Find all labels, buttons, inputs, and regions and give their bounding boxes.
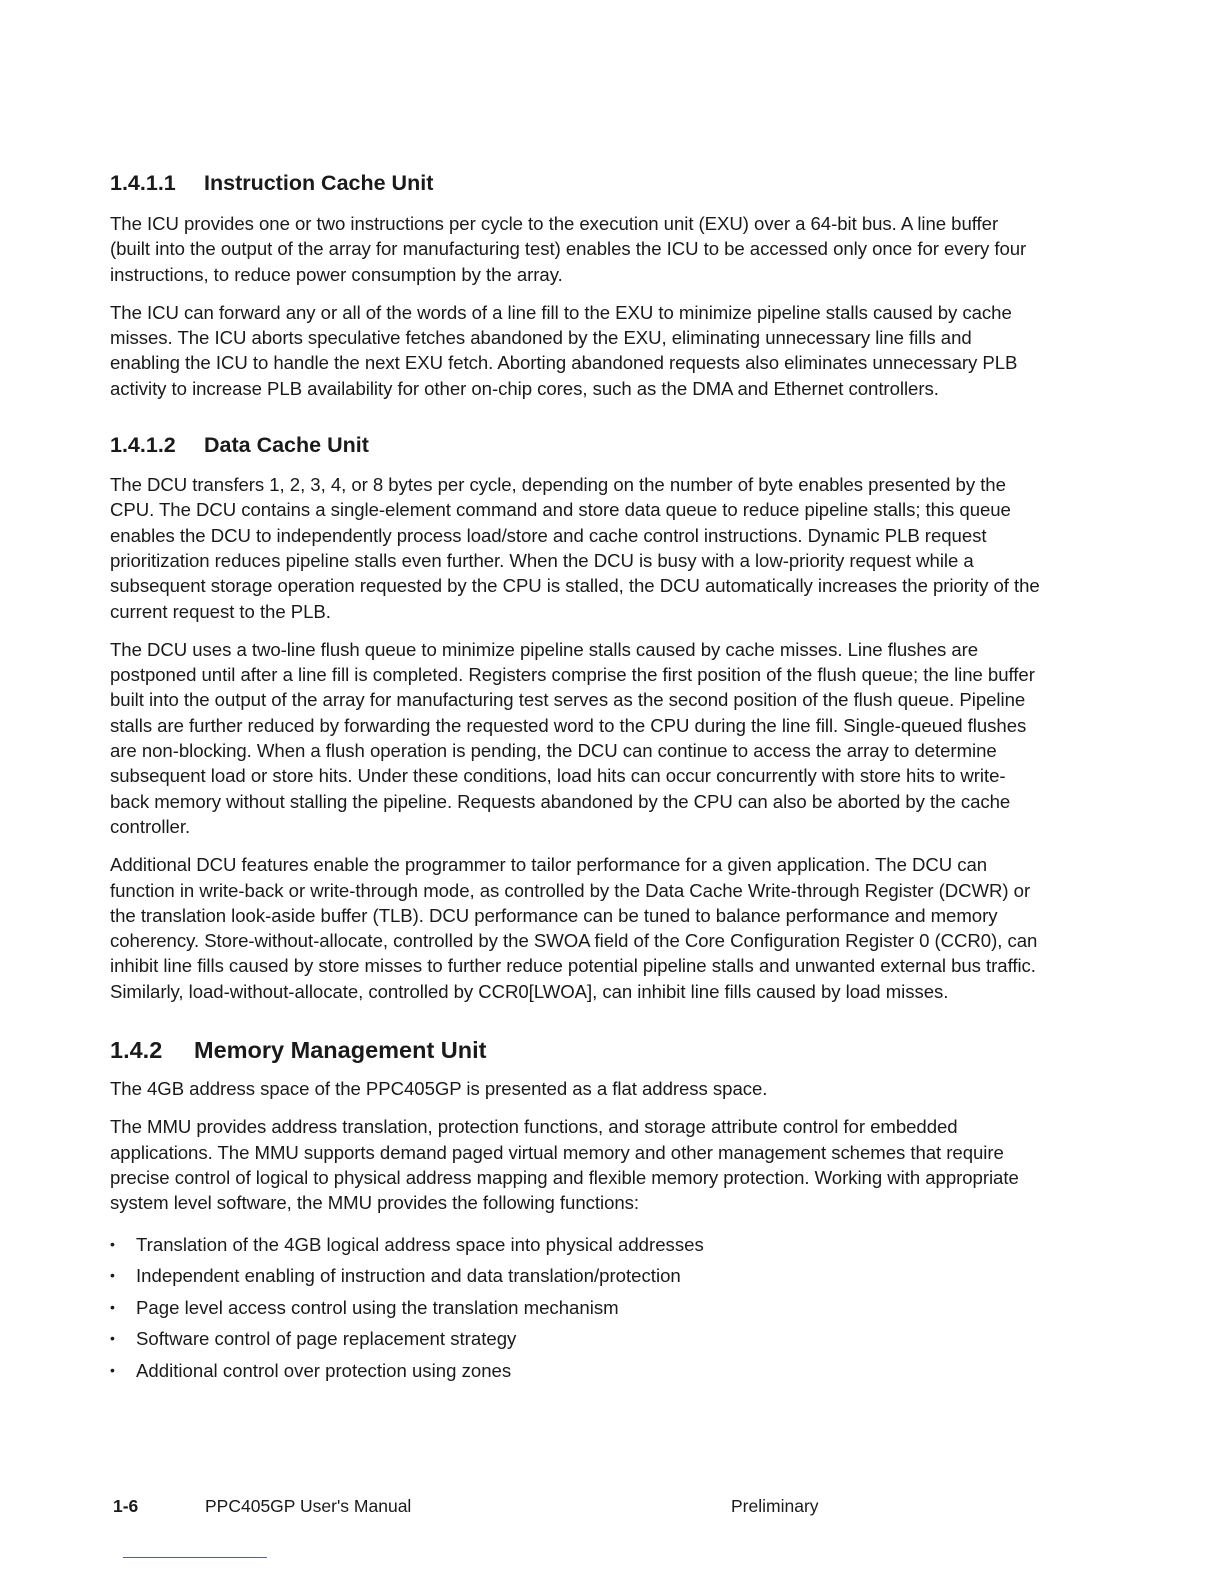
list-item [110, 1355, 1040, 1387]
list-item [110, 1260, 1040, 1292]
section-heading-mmu [110, 1035, 1040, 1065]
section-heading-icu [110, 169, 1040, 197]
paragraph: The DCU uses a two-line flush queue to minimize pipeline stalls caused by cache misses. Line flushes are postponed until after a line fill is completed. Registers comprise the first position of the flush queue; the line buffer built into the output of the array for manufacturing test serves as the second position of the flush queue. Pipeline stalls are further reduced by forwarding the requested word to the CPU during the line fill. Single-queued flushes are non-blocking. When a flush operation is pending, the DCU can continue to access the array to determine subsequent load or store hits. Under these conditions, load hits can occur concurrently with store hits to write-back memory without stalling the pipeline. Requests abandoned by the CPU can also be aborted by the cache controller. [110, 638, 1035, 837]
list-item-text: Page level access control using the translation mechanism [136, 1296, 619, 1318]
section-number: 1.4.2 [110, 1037, 163, 1064]
list-item [110, 1229, 1040, 1261]
mmu-function-list [110, 1229, 1040, 1387]
section-title: Memory Management Unit [194, 1037, 487, 1064]
section-number: 1.4.1.2 [110, 433, 176, 458]
paragraph: The ICU provides one or two instructions per cycle to the execution unit (EXU) over a 64-bit bus. A line buffer (built into the output of the array for manufacturing test) enables the ICU to be accessed only once for every four instructions, to reduce power consumption by the array. [110, 213, 1027, 285]
bullet-icon: • [110, 1330, 115, 1346]
document-body [110, 160, 1040, 1386]
section-title: Data Cache Unit [204, 433, 369, 458]
document-status: Preliminary [731, 1496, 819, 1516]
list-item-text: Software control of page replacement strategy [136, 1328, 517, 1349]
list-item-text: Independent enabling of instruction and data translation/protection [136, 1265, 681, 1286]
section-title: Instruction Cache Unit [204, 171, 434, 195]
paragraph: The MMU provides address translation, protection functions, and storage attribute control for embedded applications. The MMU supports demand paged virtual memory and other management schemes that require precise control of logical to physical address mapping and flexible memory protection. Working with appropriate system level software, the MMU provides the following functions: [110, 1116, 1019, 1214]
section-number: 1.4.1.1 [110, 171, 176, 195]
bullet-icon: • [110, 1361, 115, 1378]
list-item [110, 1323, 1040, 1355]
list-item-text: Additional control over protection using zones [136, 1359, 512, 1381]
page-number: 1-6 [113, 1496, 139, 1516]
manual-title: PPC405GP User's Manual [205, 1496, 412, 1516]
footer-rule [123, 1557, 267, 1558]
section-heading-dcu [110, 431, 1040, 459]
list-item [110, 1292, 1040, 1324]
paragraph: The DCU transfers 1, 2, 3, 4, or 8 bytes per cycle, depending on the number of byte enables presented by the CPU. The DCU contains a single-element command and store data queue to reduce pipeline stalls; this queue enables the DCU to independently process load/store and cache control instructions. Dynamic PLB request prioritization reduces pipeline stalls even further. When the DCU is busy with a low-priority request while a subsequent storage operation requested by the CPU is stalled, the DCU automatically increases the priority of the current request to the PLB. [110, 474, 1040, 622]
paragraph: Additional DCU features enable the programmer to tailor performance for a given application. The DCU can function in write-back or write-through mode, as controlled by the Data Cache Write-through Register (DCWR) or the translation look-aside buffer (TLB). DCU performance can be tuned to balance performance and memory coherency. Store-without-allocate, controlled by the SWOA field of the Core Configuration Register 0 (CCR0), can inhibit line fills caused by store misses to further reduce potential pipeline stalls and unwanted external bus traffic. Similarly, load-without-allocate, controlled by CCR0[LWOA], can inhibit line fills caused by load misses. [110, 854, 1038, 1002]
paragraph: The ICU can forward any or all of the words of a line fill to the EXU to minimize pipeline stalls caused by cache misses. The ICU aborts speculative fetches abandoned by the EXU, eliminating unnecessary line fills and enabling the ICU to handle the next EXU fetch. Aborting abandoned requests also eliminates unnecessary PLB activity to increase PLB availability for other on-chip cores, such as the DMA and Ethernet controllers. [110, 301, 1018, 399]
bullet-icon: • [110, 1298, 115, 1315]
list-item-text: Translation of the 4GB logical address space into physical addresses [136, 1233, 704, 1255]
bullet-icon: • [110, 1235, 115, 1252]
bullet-icon: • [110, 1267, 115, 1283]
paragraph: The 4GB address space of the PPC405GP is presented as a flat address space. [110, 1078, 768, 1100]
